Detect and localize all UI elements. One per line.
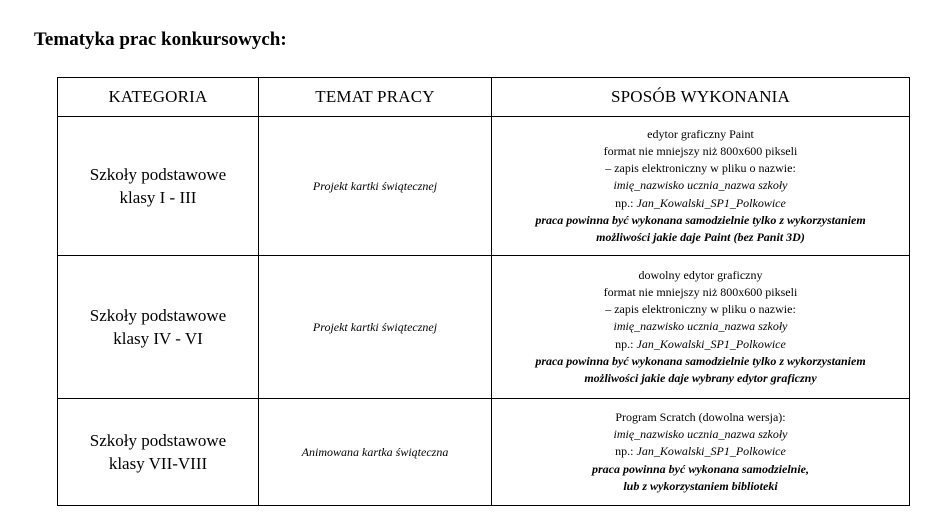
category-line: Szkoły podstawowe bbox=[89, 306, 227, 325]
method-line-note: praca powinna być wykonana samodzielnie tylko z wykorzystaniem bbox=[535, 212, 866, 227]
method-line: – zapis elektroniczny w pliku o nazwie: bbox=[605, 302, 796, 317]
column-header-method: SPOSÓB WYKONANIA bbox=[492, 78, 910, 117]
column-header-category: KATEGORIA bbox=[58, 78, 259, 117]
table-row bbox=[58, 117, 910, 256]
method-line-note: lub z wykorzystaniem biblioteki bbox=[623, 478, 778, 493]
category-line: Szkoły podstawowe bbox=[89, 431, 227, 450]
method-cell bbox=[492, 256, 910, 399]
method-line: imię_nazwisko ucznia_nazwa szkoły bbox=[613, 427, 788, 442]
topic-cell: Animowana kartka świąteczna bbox=[259, 399, 492, 506]
method-line: format nie mniejszy niż 800x600 pikseli bbox=[603, 143, 798, 158]
category-line: klasy I - III bbox=[119, 188, 197, 207]
example-filename: Jan_Kowalski_SP1_Polkowice bbox=[636, 195, 786, 210]
example-prefix: np.: bbox=[615, 444, 637, 459]
method-line: dowolny edytor graficzny bbox=[638, 267, 763, 282]
method-line-note: możliwości jakie daje wybrany edytor graficzny bbox=[584, 371, 817, 385]
contest-topics-table bbox=[57, 77, 910, 506]
method-cell bbox=[492, 399, 910, 506]
category-cell bbox=[58, 399, 259, 506]
category-cell bbox=[58, 117, 259, 256]
example-prefix: np.: bbox=[615, 195, 637, 210]
topic-cell: Projekt kartki świątecznej bbox=[259, 256, 492, 399]
table-row bbox=[58, 256, 910, 399]
method-line-example bbox=[492, 443, 909, 460]
category-line: Szkoły podstawowe bbox=[89, 165, 227, 184]
method-line: imię_nazwisko ucznia_nazwa szkoły bbox=[613, 319, 788, 334]
example-filename: Jan_Kowalski_SP1_Polkowice bbox=[636, 444, 786, 459]
topic-cell: Projekt kartki świątecznej bbox=[259, 117, 492, 256]
category-line: klasy VII-VIII bbox=[108, 454, 208, 473]
example-prefix: np.: bbox=[615, 336, 637, 351]
table-header-row bbox=[58, 78, 910, 117]
method-line: Program Scratch (dowolna wersja): bbox=[615, 409, 786, 424]
example-filename: Jan_Kowalski_SP1_Polkowice bbox=[636, 336, 786, 351]
page-title: Tematyka prac konkursowych: bbox=[34, 29, 287, 50]
category-line: klasy IV - VI bbox=[113, 329, 203, 348]
table-row bbox=[58, 399, 910, 506]
method-line: – zapis elektroniczny w pliku o nazwie: bbox=[605, 161, 796, 176]
method-line-note: możliwości jakie daje Paint (bez Panit 3D) bbox=[596, 230, 805, 244]
method-line: format nie mniejszy niż 800x600 pikseli bbox=[603, 284, 798, 299]
method-line: imię_nazwisko ucznia_nazwa szkoły bbox=[613, 178, 788, 193]
method-line-example bbox=[492, 336, 909, 353]
method-line: edytor graficzny Paint bbox=[647, 126, 754, 141]
method-line-note: praca powinna być wykonana samodzielnie, bbox=[591, 461, 809, 476]
method-line-example bbox=[492, 195, 909, 212]
category-cell bbox=[58, 256, 259, 399]
column-header-topic: TEMAT PRACY bbox=[259, 78, 492, 117]
method-cell bbox=[492, 117, 910, 256]
method-line-note: praca powinna być wykonana samodzielnie tylko z wykorzystaniem bbox=[535, 353, 866, 368]
